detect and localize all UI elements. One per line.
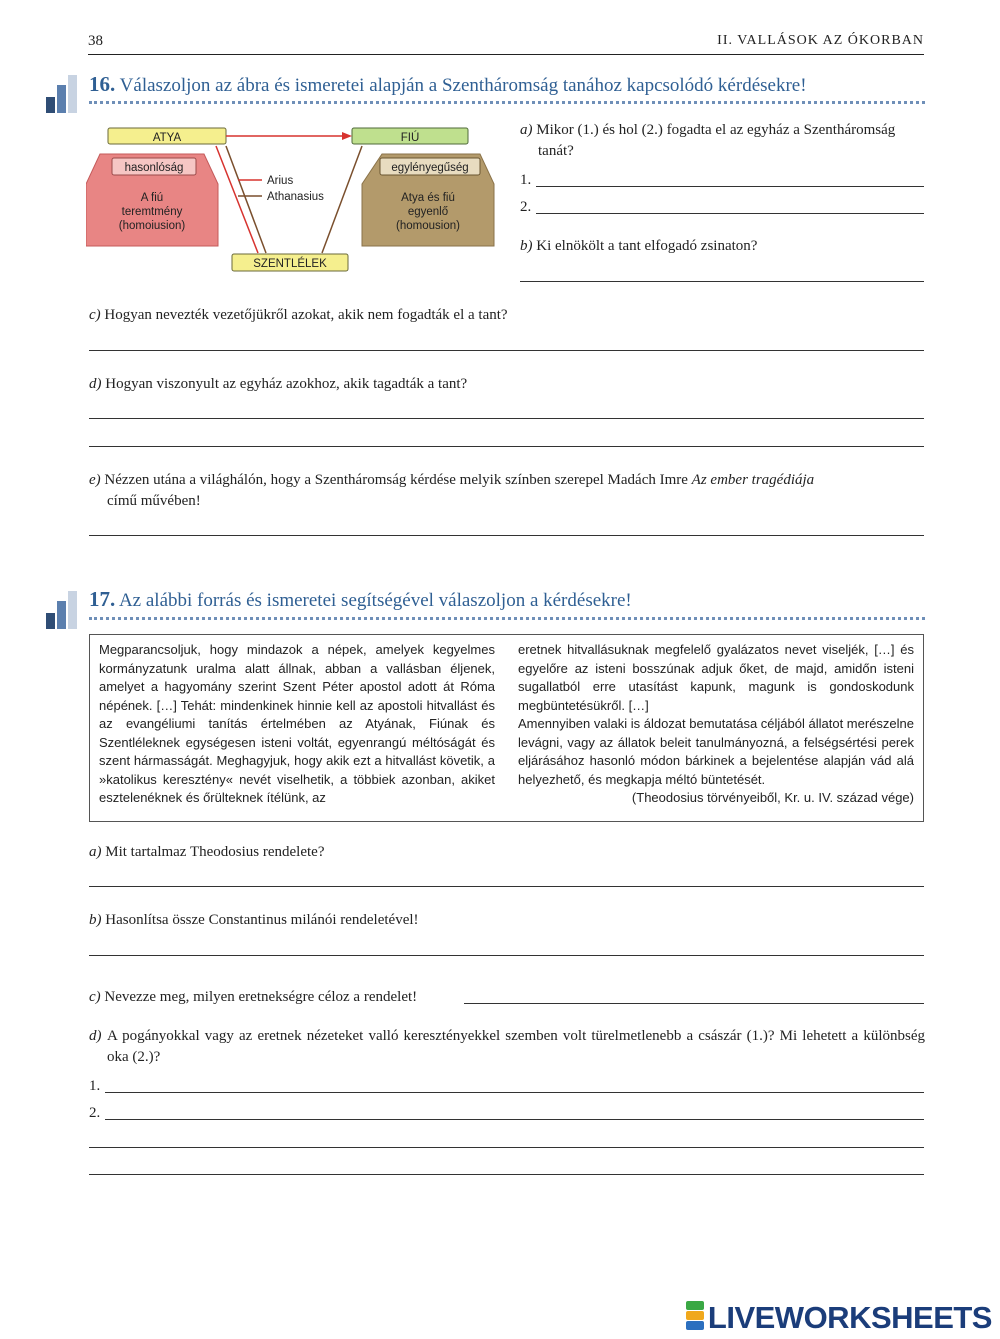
answer-number: 2. (89, 1105, 101, 1121)
answer-number: 1. (89, 1078, 101, 1094)
right-body-line: (homousion) (396, 220, 460, 232)
right-body-line: Atya és fiú (401, 192, 455, 204)
source-text-left: Megparancsoljuk, hogy mindazok a népek, amelyek kegyelmes kormányzatunk uralma alatt állnak, abban a vallásban éljenek, amelyet a hagyomány szerint Szent Péter apostol adott át Róma népének. […] Tehát: mindenkinek hinnie kell az apostoli hitvallást és az evangéliumi tanítás értelmében az Atyának, Fiúnak és Szentléleknek egységesen isteni voltát, egyenrangú méltóságát és szent hármasságát. Meghagyjuk, hogy akik ezt a hitvallást követik, a »katolikus keresztény« nevét viselhetik, a többiek azonban, akiket esztelenéknek és őrülteknek ítélünk, az (99, 642, 495, 805)
task16-question-a (520, 120, 895, 141)
left-body-line: teremtmény (121, 206, 183, 218)
task16-title-text: Válaszoljon az ábra és ismeretei alapján a Szentháromság tanához kapcsolódó kérdésekre! (119, 75, 807, 96)
source-paragraph: Amennyiben valaki is áldozat bemutatása céljából állatot merészelne levágni, vagy az állatok beleit tanulmányozná, a felségsértési perek eljárásához hasonló módon bárkinek a bejelentése alapján vád alá helyezhető, és megkapja méltó büntetését. (518, 716, 914, 787)
question-label: e) (89, 472, 101, 488)
task17-question-b (89, 910, 419, 931)
answer-line[interactable] (89, 886, 924, 887)
source-box (89, 634, 924, 822)
answer-line[interactable] (89, 446, 924, 447)
question-label: a) (520, 122, 533, 138)
task17-question-d (89, 1026, 925, 1068)
athanasius-line-left (226, 146, 266, 253)
question-label: d) (89, 376, 102, 392)
question-text: Nézzen utána a világhálón, hogy a Szentháromság kérdése melyik színben szerepel Madách Imre (104, 472, 692, 488)
page-number: 38 (88, 33, 103, 49)
task16-question-c (89, 305, 508, 326)
athanasius-legend-label: Athanasius (267, 191, 324, 203)
question-label: a) (89, 844, 102, 860)
atya-label: ATYA (152, 132, 182, 144)
task17-dotted-divider (89, 617, 925, 620)
answer-line[interactable] (89, 1174, 924, 1175)
task17-question-c (89, 987, 417, 1008)
task17-number: 17. (89, 587, 116, 611)
right-header-label: egylényegűség (391, 162, 469, 174)
work-title: Az ember tragédiája (691, 472, 815, 488)
task16-question-a-cont: tanát? (538, 143, 574, 159)
answer-line[interactable] (89, 350, 924, 351)
task16-question-d (89, 374, 467, 395)
answer-number: 1. (520, 172, 532, 188)
right-body-line: egyenlő (407, 206, 449, 218)
answer-number: 2. (520, 199, 532, 215)
arius-legend-label: Arius (267, 175, 294, 187)
task16-title (89, 72, 807, 97)
task16-question-b (520, 236, 757, 257)
answer-line[interactable] (89, 418, 924, 419)
question-text: Ki elnökölt a tant elfogadó zsinaton? (536, 238, 758, 254)
question-text: Mikor (1.) és hol (2.) fogadta el az egyház a Szentháromság (536, 122, 896, 138)
arius-line-left (216, 146, 258, 253)
answer-line[interactable] (536, 186, 924, 187)
logo-text: LIVEWORKSHEETS (707, 1300, 992, 1335)
answer-line[interactable] (536, 213, 924, 214)
question-text: Hogyan nevezték vezetőjükről azokat, akik nem fogadták el a tant? (104, 307, 508, 323)
question-text: A pogányokkal vagy az eretnek nézeteket valló keresztényekkel szemben volt türelmetlenebb a császár (1.)? Mi lehetett a különbség oka (2.)? (107, 1028, 925, 1065)
szentlelek-label: SZENTLÉLEK (253, 258, 327, 270)
source-citation: (Theodosius törvényeiből, Kr. u. IV. század vége) (631, 790, 914, 805)
question-label: d) (89, 1028, 102, 1044)
task17-title (89, 587, 632, 612)
answer-line[interactable] (105, 1092, 924, 1093)
header-divider (88, 54, 924, 55)
source-text-right (518, 641, 914, 808)
bar-chart-icon (46, 591, 76, 631)
answer-line[interactable] (89, 1147, 924, 1148)
task17-title-text: Az alábbi forrás és ismeretei segítségével válaszoljon a kérdésekre! (118, 590, 632, 611)
task17-question-a (89, 842, 324, 863)
liveworksheets-badge-icon (686, 1301, 704, 1331)
bar-chart-icon (46, 75, 76, 115)
answer-line[interactable] (464, 1003, 924, 1004)
question-label: c) (89, 307, 101, 323)
question-label: b) (520, 238, 533, 254)
task16-dotted-divider (89, 101, 925, 104)
answer-line[interactable] (520, 281, 924, 282)
question-label: c) (89, 989, 101, 1005)
liveworksheets-logo[interactable] (686, 1300, 992, 1336)
task16-question-e-cont: című művében! (107, 493, 201, 509)
athanasius-line-right (322, 146, 362, 253)
answer-line[interactable] (89, 535, 924, 536)
question-label: b) (89, 912, 102, 928)
chapter-title: II. VALLÁSOK AZ ÓKORBAN (717, 33, 924, 48)
task16-question-e (89, 470, 925, 491)
arius-arrow-head (342, 132, 352, 140)
source-paragraph: eretnek hitvallásuknak megfelelő gyalázatos nevet viseljék, […] és egyelőre az isteni bosszúnak adjuk őket, de majd, amidőn isteni sugallatból erre utasítást kapunk, magunk is gondoskodunk megbüntetésükről. […] (518, 642, 914, 713)
left-body-line: (homoiusion) (118, 220, 186, 232)
question-text: Hogyan viszonyult az egyház azokhoz, akik tagadták a tant? (105, 376, 468, 392)
answer-line[interactable] (105, 1119, 924, 1120)
fiu-label: FIÚ (400, 132, 420, 144)
task16-number: 16. (89, 72, 116, 96)
answer-line[interactable] (89, 955, 924, 956)
left-header-label: hasonlóság (124, 162, 184, 174)
question-text: Nevezze meg, milyen eretnekségre céloz a rendelet! (104, 989, 418, 1005)
trinity-diagram (86, 124, 498, 274)
left-body-line: A fiú (140, 192, 164, 204)
question-text: Mit tartalmaz Theodosius rendelete? (105, 844, 325, 860)
question-text: Hasonlítsa össze Constantinus milánói rendeletével! (105, 912, 419, 928)
